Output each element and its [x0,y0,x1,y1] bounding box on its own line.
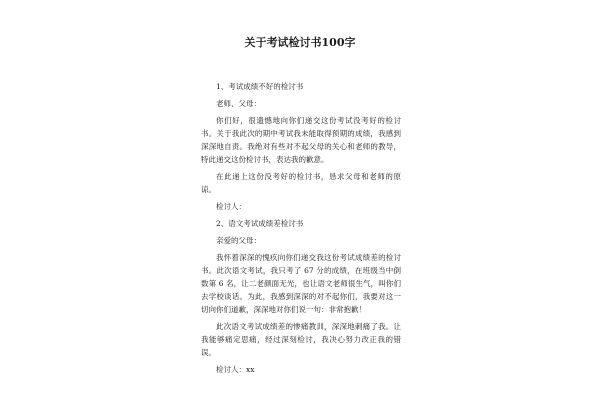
section1-paragraph-1: 你们好，很遗憾地向你们递交这份考试没考好的检讨书。关于我此次的期中考试我未能取得预期的成绩，我感到深深地自责。我绝对有些对不起父母的关心和老师的教导，特此递交这份检讨书，表达我的歉意。 [201,116,401,164]
document-body [201,80,401,380]
document-title: 关于考试检讨书100字 [244,36,356,49]
section2-salutation: 亲爱的父母： [216,236,261,245]
section1-signature: 检讨人： [216,202,246,211]
section2-paragraph-2: 此次语文考试成绩差的惨痛教训，深深地刺痛了我。让我能够痛定思痛，经过深刻检讨，我决心努力改正我的错误。 [201,322,401,357]
section1-salutation: 老师、父母： [216,99,261,108]
section2-signature: 检讨人：xx [216,365,255,374]
section1-heading: 1、考试成绩不好的检讨书 [216,82,304,91]
section2-paragraph-1: 我怀着深深的愧疚向你们递交我这份考试成绩差的检讨书。此次语文考试，我只考了 67 分的成绩，在班级当中倒数第 6 名，让二老颜面无光，也让语文老师很生气，叫你们去学校谈话。为此，我感到深深的对不起你们，我要对这一切向你们道歉，深深地对你们说一句：非常抱歉！ [201,253,401,314]
section2-heading: 2、语文考试成绩差检讨书 [216,219,304,228]
section1-paragraph-2: 在此递上这份没考好的检讨书，恳求父母和老师的原谅。 [201,172,401,194]
